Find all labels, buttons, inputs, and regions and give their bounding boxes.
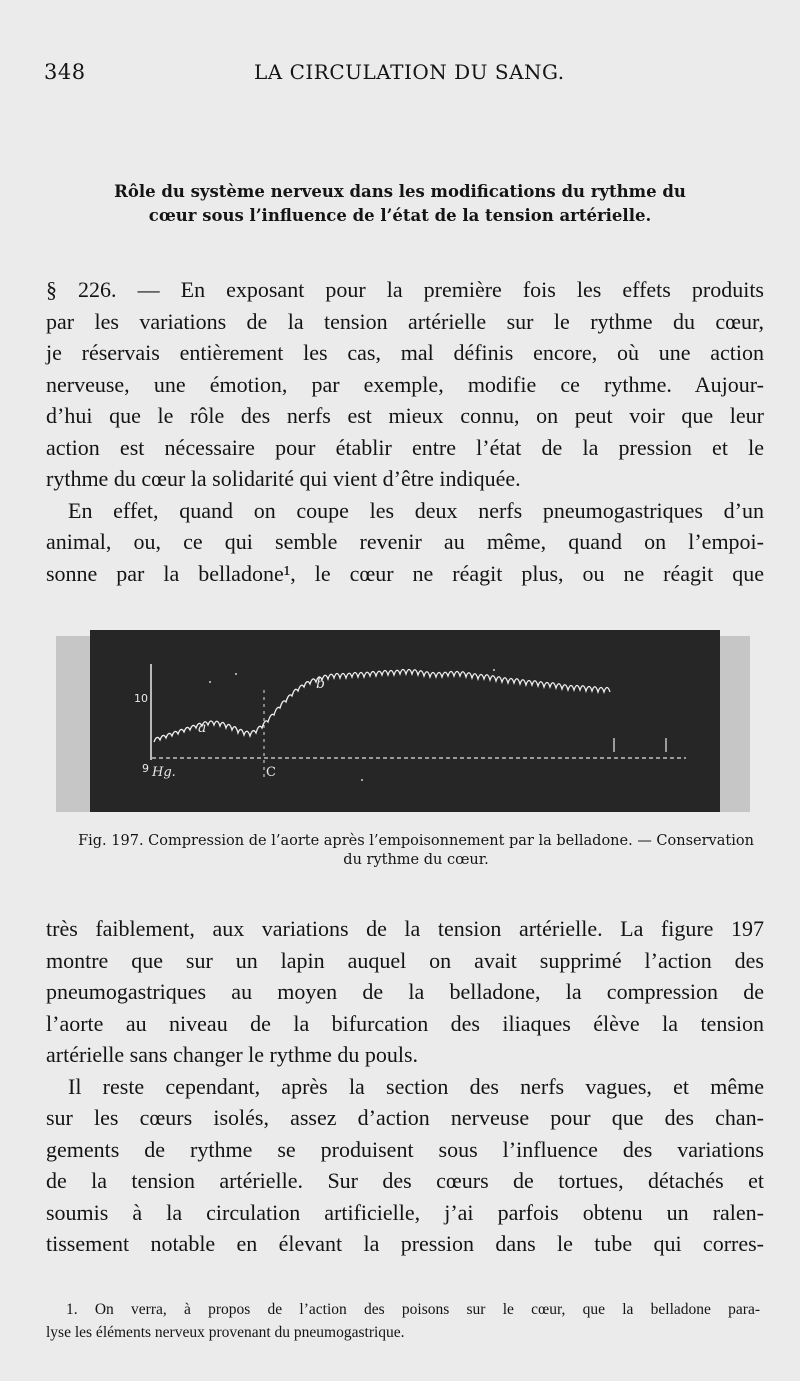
section-heading [40, 180, 760, 228]
pressure-tracing-svg [90, 630, 720, 812]
text-line: d’hui que le rôle des nerfs est mieux connu, on peut voir que leur [46, 403, 764, 428]
page-number: 348 [44, 60, 86, 84]
caption-line-1: Fig. 197. Compression de l’aorte après l’empoisonnement par la belladone. — Conservation [78, 833, 754, 849]
text-line: tissement notable en élevant la pression dans le tube qui corres- [46, 1231, 764, 1256]
text-line: l’aorte au niveau de la bifurcation des iliaques élève la tension [46, 1010, 764, 1036]
text-line: sur les cœurs isolés, assez d’action nerveuse pour que des chan- [46, 1105, 764, 1130]
text-line: très faiblement, aux variations de la tension artérielle. La figure 197 [46, 916, 764, 941]
section-heading-line-2: cœur sous l’influence de l’état de la tension artérielle. [148, 206, 652, 225]
figure-caption [76, 832, 756, 870]
text-line: par les variations de la tension artérielle sur le rythme du cœur, [46, 308, 764, 334]
running-title: LA CIRCULATION DU SANG. [254, 60, 565, 84]
footnote [46, 1298, 760, 1344]
text-line: action est nécessaire pour établir entre l’état de la pression et le [46, 434, 764, 460]
label-b: b [316, 676, 325, 692]
label-a: a [198, 720, 207, 736]
scale-label-10: 10 [134, 692, 148, 705]
text-line: nerveuse, une émotion, par exemple, modifie ce rythme. Aujour- [46, 371, 764, 397]
figure-197-tracing [90, 630, 720, 812]
body-paragraphs-bottom [46, 913, 764, 1260]
scale-label-9: 9 [142, 762, 149, 775]
page-header [44, 60, 760, 90]
text-line: soumis à la circulation artificielle, j’ai parfois obtenu un ralen- [46, 1199, 764, 1225]
text-line: sonne par la belladone¹, le cœur ne réagit plus, ou ne réagit que [46, 560, 764, 586]
text-line: § 226. — En exposant pour la première fois les effets produits [46, 277, 764, 302]
footnote-line-1: 1. On verra, à propos de l’action des poisons sur le cœur, que la belladone para- [66, 1301, 760, 1318]
text-line: gements de rythme se produisent sous l’influence des variations [46, 1136, 764, 1162]
text-line: montre que sur un lapin auquel on avait supprimé l’action des [46, 947, 764, 973]
mercury-label: Hg. [152, 765, 176, 780]
caption-line-2: du rythme du cœur. [343, 852, 489, 868]
footnote-line-2: lyse les éléments nerveux provenant du pneumogastrique. [46, 1324, 405, 1341]
text-line: de la tension artérielle. Sur des cœurs de tortues, détachés et [46, 1168, 764, 1193]
pulse-trace [154, 670, 610, 743]
text-line: artérielle sans changer le rythme du pouls. [46, 1042, 419, 1067]
text-line: En effet, quand on coupe les deux nerfs pneumogastriques d’un [68, 497, 764, 523]
text-line: Il reste cependant, après la section des nerfs vagues, et même [68, 1073, 764, 1099]
text-line: je réservais entièrement les cas, mal définis encore, où une action [46, 340, 764, 365]
body-paragraphs-top [46, 274, 764, 589]
text-line: rythme du cœur la solidarité qui vient d’être indiquée. [46, 466, 521, 491]
text-line: animal, ou, ce qui semble revenir au même, quand on l’empoi- [46, 529, 764, 554]
text-line: pneumogastriques au moyen de la belladone, la compression de [46, 979, 764, 1004]
section-heading-line-1: Rôle du système nerveux dans les modifications du rythme du [114, 182, 686, 201]
label-c: C [266, 765, 276, 780]
